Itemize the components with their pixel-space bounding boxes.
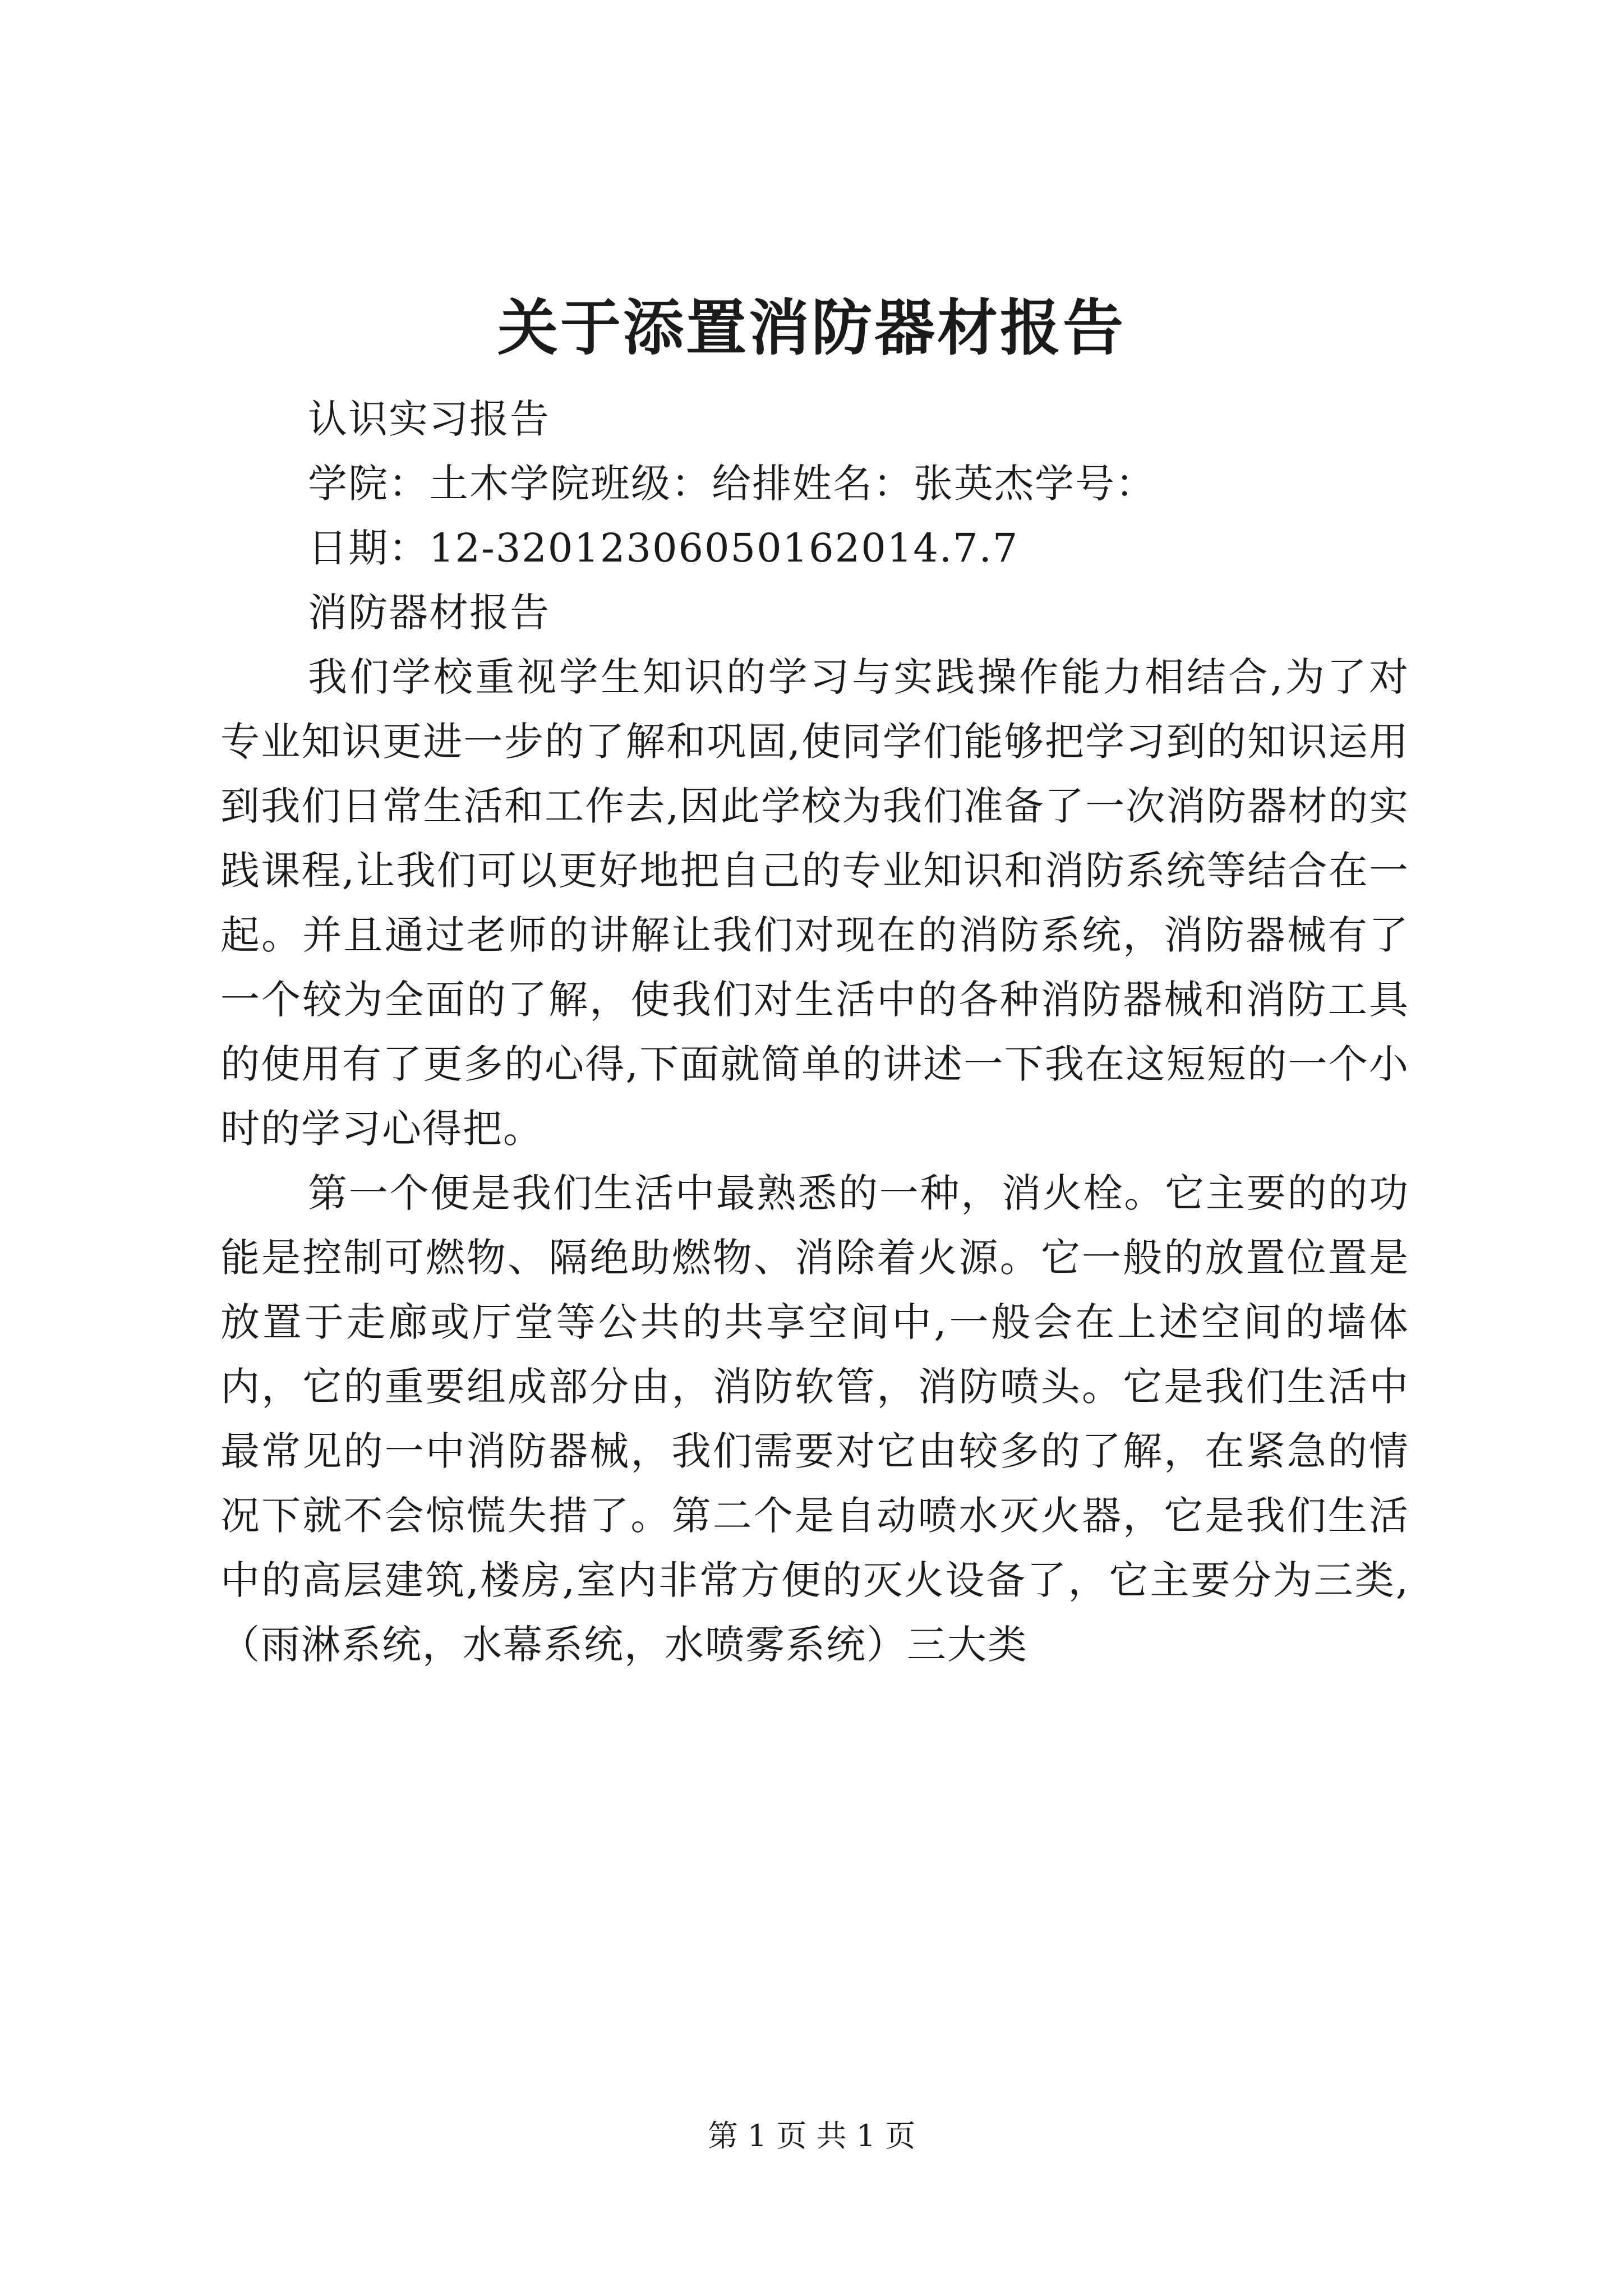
paragraph-subtitle: 认识实习报告 — [308, 396, 550, 442]
paragraph-section-heading: 消防器材报告 — [308, 590, 550, 636]
page-footer: 第 1 页 共 1 页 — [707, 2118, 916, 2154]
paragraph-hydrant: 第一个便是我们生活中最熟悉的一种，消火栓。它主要的的功能是控制可燃物、隔绝助燃物、消除着火源。它一般的放置位置是放置于走廊或厅堂等公共的共享空间中,一般会在上述空间的墙体内，它的重要组成部分由，消防软管，消防喷头。它是我们生活中最常见的一中消防器械，我们需要对它由较多的了解，在紧急的情况下就不会惊慌失措了。第二个是自动喷水灭火器，它是我们生活中的高层建筑,楼房,室内非常方便的灭火设备了，它主要分为三类,（雨淋系统，水幕系统，水喷雾系统）三大类 — [220, 1170, 1409, 1668]
paragraph-date: 日期：12-32012306050162014.7.7 — [308, 525, 1019, 571]
document-title: 关于添置消防器材报告 — [497, 293, 1126, 364]
paragraph-intro: 我们学校重视学生知识的学习与实践操作能力相结合,为了对专业知识更进一步的了解和巩固,使同学们能够把学习到的知识运用到我们日常生活和工作去,因此学校为我们准备了一次消防器材的实践课程,让我们可以更好地把自己的专业知识和消防系统等结合在一起。并且通过老师的讲解让我们对现在的消防系统，消防器械有了一个较为全面的了解，使我们对生活中的各种消防器械和消防工具的使用有了更多的心得,下面就简单的讲述一下我在这短短的一个小时的学习心得把。 — [220, 654, 1409, 1152]
document-body — [220, 387, 1409, 1677]
paragraph-college-info: 学院：土木学院班级：给排姓名：张英杰学号： — [308, 461, 1156, 507]
